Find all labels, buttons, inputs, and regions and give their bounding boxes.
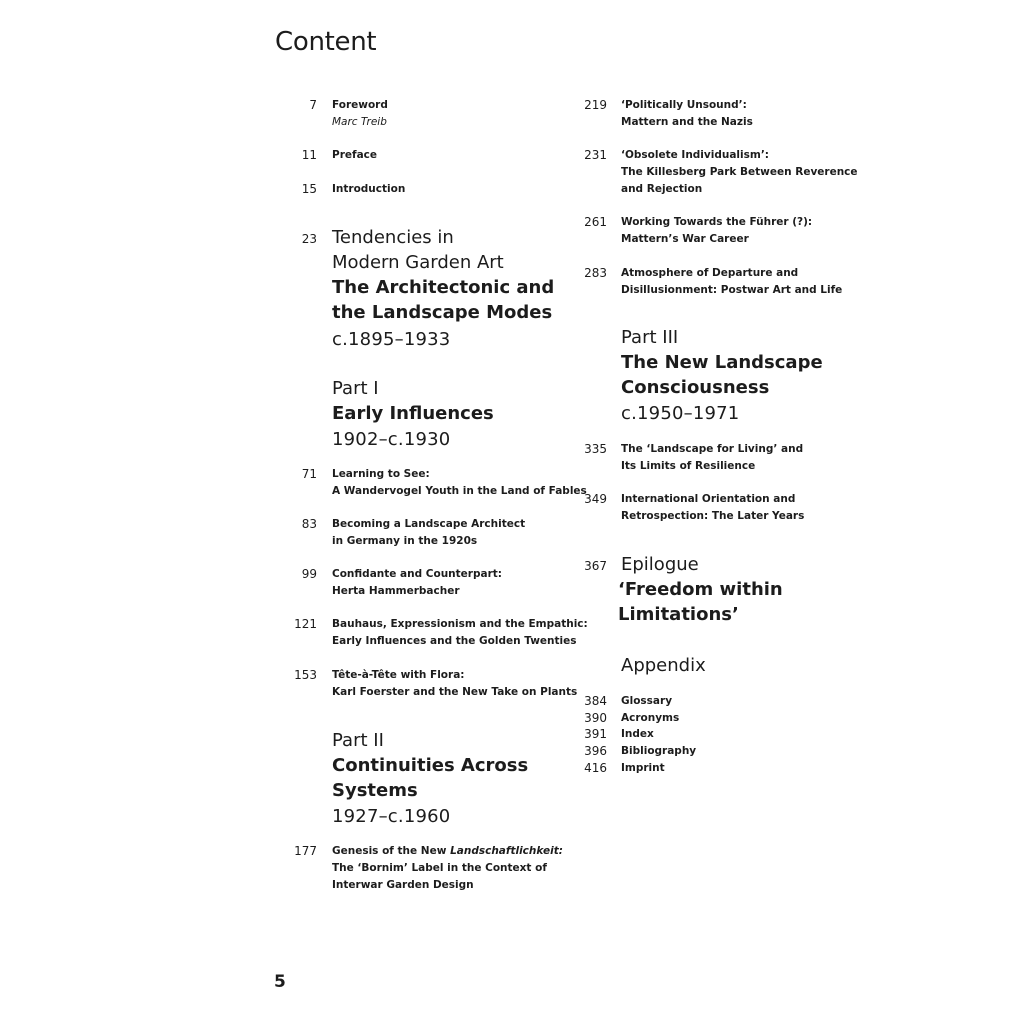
- entry-line: Disillusionment: Postwar Art and Life: [621, 284, 843, 296]
- entry-title: Foreword: [332, 99, 388, 111]
- page-number: 219: [584, 98, 607, 112]
- entry-text: [332, 616, 588, 650]
- entry-title: Acronyms: [621, 712, 680, 724]
- essay-subtitle-line: the Landscape Modes: [332, 302, 553, 323]
- part-dates: 1927–c.1960: [332, 806, 451, 827]
- entry-line: Mattern’s War Career: [621, 233, 749, 245]
- page-number: 99: [301, 567, 317, 581]
- page-number: 335: [584, 442, 607, 456]
- entry-title: Preface: [332, 149, 377, 161]
- page-title: Content: [275, 27, 377, 57]
- epilogue-label: Epilogue: [621, 554, 699, 575]
- entry-line: Confidante and Counterpart:: [332, 568, 502, 580]
- entry-text: [332, 466, 587, 500]
- page-folio: 5: [274, 972, 286, 992]
- entry-line: The Killesberg Park Between Reverence: [621, 166, 858, 178]
- entry-text: [621, 147, 858, 198]
- entry-line: Karl Foerster and the New Take on Plants: [332, 686, 578, 698]
- page-number: 7: [309, 98, 317, 112]
- entry-text: [332, 516, 525, 550]
- page-number: 261: [584, 215, 607, 229]
- essay-title-line: Modern Garden Art: [332, 252, 504, 273]
- page-number: 396: [584, 744, 607, 758]
- entry-line: Learning to See:: [332, 468, 430, 480]
- entry-title: Introduction: [332, 183, 406, 195]
- entry-text: [621, 214, 812, 248]
- epilogue-title: [618, 577, 783, 627]
- entry-line: Early Influences and the Golden Twenties: [332, 635, 577, 647]
- page-number: 384: [584, 694, 607, 708]
- entry-line: in Germany in the 1920s: [332, 535, 478, 547]
- page-number: 283: [584, 266, 607, 280]
- part-label: Part II: [332, 730, 384, 751]
- entry-line: The ‘Bornim’ Label in the Context of: [332, 862, 547, 874]
- part-dates: c.1950–1971: [621, 403, 740, 424]
- entry-line: Atmosphere of Departure and: [621, 267, 799, 279]
- essay-subtitle-line: The Architectonic and: [332, 277, 555, 298]
- entry-line: ‘Obsolete Individualism’:: [621, 149, 770, 161]
- entry-line: [332, 843, 563, 860]
- part-title: Early Influences: [332, 403, 494, 424]
- entry-line: Becoming a Landscape Architect: [332, 518, 526, 530]
- entry-text: [621, 97, 753, 131]
- page-number: 416: [584, 761, 607, 775]
- entry-line: Working Towards the Führer (?):: [621, 216, 813, 228]
- entry-author: Marc Treib: [332, 116, 387, 128]
- page-number: 71: [301, 467, 317, 481]
- page-number: 83: [301, 517, 317, 531]
- entry-line: Interwar Garden Design: [332, 879, 474, 891]
- entry-line: Its Limits of Resilience: [621, 460, 756, 472]
- entry-line: Herta Hammerbacher: [332, 585, 460, 597]
- entry-text: [332, 667, 577, 701]
- entry-text: [332, 566, 502, 600]
- entry-text: [621, 441, 803, 475]
- entry-title: Index: [621, 728, 654, 740]
- page-number: 391: [584, 727, 607, 741]
- part-title-line: The New Landscape: [621, 352, 823, 373]
- page-number: 367: [584, 559, 607, 573]
- entry-line: Bauhaus, Expressionism and the Empathic:: [332, 618, 588, 630]
- page-number: 121: [294, 617, 317, 631]
- essay-subtitle: [332, 275, 554, 325]
- entry-text: [621, 491, 804, 525]
- entry-title: Glossary: [621, 695, 673, 707]
- page-number: 23: [301, 232, 317, 246]
- part-title-line: Systems: [332, 780, 418, 801]
- epilogue-title-line: ‘Freedom within: [618, 579, 783, 600]
- entry-line-emphasis: Landschaftlichkeit:: [450, 845, 563, 857]
- page-number: 11: [301, 148, 317, 162]
- essay-title-line: Tendencies in: [332, 227, 454, 248]
- page-number: 15: [301, 182, 317, 196]
- page-number: 231: [584, 148, 607, 162]
- page-number: 177: [294, 844, 317, 858]
- epilogue-title-line: Limitations’: [618, 604, 739, 625]
- part-title: [332, 753, 528, 803]
- entry-title: Imprint: [621, 762, 665, 774]
- page-number: 349: [584, 492, 607, 506]
- part-title-line: Continuities Across: [332, 755, 529, 776]
- entry-line: Mattern and the Nazis: [621, 116, 753, 128]
- part-label: Part I: [332, 378, 379, 399]
- entry-line: International Orientation and: [621, 493, 796, 505]
- entry-line: A Wandervogel Youth in the Land of Fables: [332, 485, 587, 497]
- part-label: Part III: [621, 327, 679, 348]
- entry-line: and Rejection: [621, 183, 703, 195]
- part-dates: 1902–c.1930: [332, 429, 451, 450]
- page-number: 390: [584, 711, 607, 725]
- entry-text: [332, 843, 563, 894]
- entry-text: [621, 265, 842, 299]
- appendix-heading: Appendix: [621, 655, 706, 676]
- entry-line: ‘Politically Unsound’:: [621, 99, 747, 111]
- entry-text: [332, 97, 388, 131]
- entry-line: Tête-à-Tête with Flora:: [332, 669, 465, 681]
- page-number: 153: [294, 668, 317, 682]
- entry-line: Retrospection: The Later Years: [621, 510, 805, 522]
- essay-dates: c.1895–1933: [332, 329, 451, 350]
- part-title-line: Consciousness: [621, 377, 770, 398]
- essay-title: [332, 225, 504, 275]
- entry-line-text: Genesis of the New: [332, 845, 451, 857]
- part-title: [621, 350, 823, 400]
- entry-line: The ‘Landscape for Living’ and: [621, 443, 804, 455]
- entry-title: Bibliography: [621, 745, 697, 757]
